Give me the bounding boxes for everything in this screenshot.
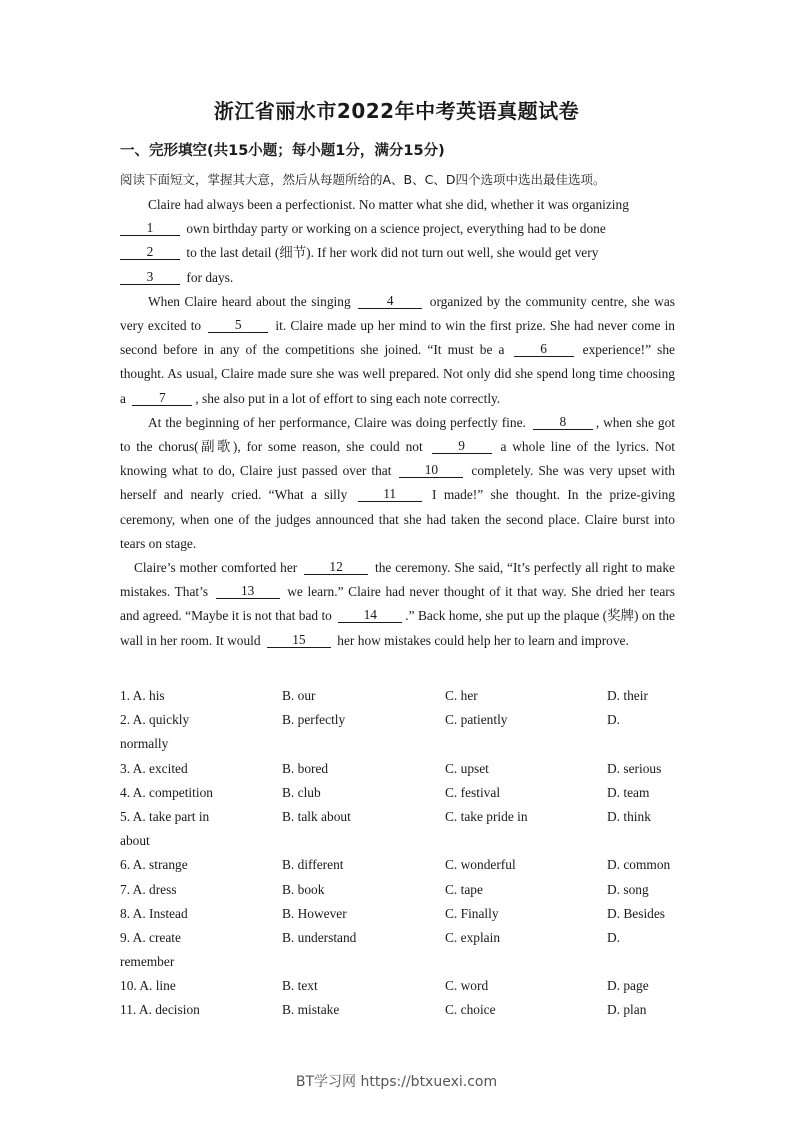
blank-10: 10 (399, 462, 463, 478)
passage-text: a whole line of the lyrics. Not knowing what to do, Claire just passed over that (120, 439, 675, 479)
option-c: C. word (445, 978, 489, 994)
blank-12: 12 (304, 559, 368, 575)
passage-text: her how mistakes could help her to learn and improve. (337, 632, 629, 648)
option-c: C. tape (445, 881, 483, 897)
option-b: B. text (282, 978, 318, 994)
passage-text: for days. (186, 269, 234, 285)
passage (120, 193, 675, 653)
option-d: D. Besides (607, 905, 666, 921)
passage-text: At the beginning of her performance, Claire was doing perfectly fine. (148, 414, 526, 430)
section-heading: 一、完形填空(共15小题；每小题1分，满分15分) (120, 143, 445, 159)
option-a: 2. A. quickly (120, 712, 190, 728)
paragraph-3 (120, 411, 675, 556)
option-a: 10. A. line (120, 978, 176, 994)
blank-5: 5 (208, 317, 268, 333)
option-b: B. perfectly (282, 712, 346, 728)
blank-6: 6 (514, 341, 574, 357)
option-d: D. serious (607, 760, 662, 776)
option-row (120, 684, 680, 708)
passage-text: to the last detail (细节). If her work did not turn out well, she would get very (186, 245, 599, 261)
option-row (120, 926, 680, 974)
passage-text: Claire had always been a perfectionist. No matter what she did, whether it was organizing (148, 197, 629, 212)
blank-1: 1 (120, 220, 180, 236)
blank-3: 3 (120, 269, 180, 285)
option-d: D. page (607, 978, 649, 994)
option-a: 3. A. excited (120, 760, 188, 776)
option-d-continued: remember (120, 954, 175, 970)
option-d: D. their (607, 688, 648, 703)
paragraph-4 (120, 556, 675, 653)
option-a: 11. A. decision (120, 1002, 200, 1018)
passage-text: Claire’s mother comforted her (134, 560, 298, 576)
passage-text: When Claire heard about the singing (148, 293, 351, 309)
option-b: B. However (282, 905, 347, 921)
option-b: B. bored (282, 760, 329, 776)
option-row (120, 902, 680, 926)
option-c: C. patiently (445, 712, 508, 728)
option-row (120, 781, 680, 805)
option-c: C. take pride in (445, 808, 528, 824)
option-a: 5. A. take part in (120, 808, 210, 824)
blank-2: 2 (120, 244, 180, 260)
option-d: D. team (607, 784, 650, 800)
footer-watermark: BT学习网 https://btxuexi.com (295, 1074, 498, 1090)
passage-text: we learn.” Claire had never thought of it that way. She dried her tears and agreed. “Maybe it is not that bad to (120, 584, 675, 624)
option-b: B. our (282, 688, 316, 703)
passage-text: own birthday party or working on a science project, everything had to be done (186, 221, 606, 237)
paragraph-2 (120, 290, 675, 411)
blank-8: 8 (533, 414, 593, 430)
passage-text: the ceremony. She said, “It’s perfectly all right to make mistakes. That’s (120, 560, 675, 600)
blank-13: 13 (216, 583, 280, 599)
option-c: C. Finally (445, 905, 499, 921)
passage-text: it. Claire made up her mind to win the first prize. She had never come in second before in any of the competitions she joined. “It must be a (120, 318, 675, 358)
option-row (120, 878, 680, 902)
option-b: B. club (282, 784, 321, 800)
option-a: 8. A. Instead (120, 905, 188, 921)
option-row (120, 853, 680, 877)
option-row (120, 998, 680, 1022)
option-row (120, 757, 680, 781)
option-b: B. talk about (282, 808, 351, 824)
option-d: D. (607, 929, 621, 945)
option-b: B. different (282, 857, 344, 873)
blank-7: 7 (132, 390, 192, 406)
option-a: 6. A. strange (120, 857, 188, 873)
option-row (120, 974, 680, 998)
blank-15: 15 (267, 632, 331, 648)
passage-text: .” Back home, she put up the plaque (奖牌) on the wall in her room. It would (120, 608, 675, 648)
blank-11: 11 (358, 486, 422, 502)
option-a: 4. A. competition (120, 784, 213, 800)
option-a-continued: about (120, 833, 150, 849)
passage-text: experience!” she thought. As usual, Claire made sure she was well prepared. Not only did she spend long time choosing a (120, 342, 675, 406)
option-c: C. choice (445, 1002, 496, 1018)
option-d: D. plan (607, 1002, 647, 1018)
option-d: D. song (607, 881, 649, 897)
option-row (120, 805, 680, 853)
passage-text: completely. She was very upset with herself and nearly cried. “What a silly (120, 463, 675, 503)
answer-options (120, 684, 680, 1023)
option-row (120, 708, 680, 756)
option-c: C. wonderful (445, 857, 516, 873)
option-c: C. festival (445, 784, 501, 800)
passage-text: , she also put in a lot of effort to sing each note correctly. (195, 390, 501, 406)
option-a: 9. A. create (120, 929, 181, 945)
option-d: D. common (607, 857, 671, 873)
option-a: 7. A. dress (120, 881, 177, 897)
option-b: B. book (282, 881, 325, 897)
option-c: C. upset (445, 760, 489, 776)
option-d-continued: normally (120, 736, 169, 752)
option-c: C. her (445, 688, 478, 703)
option-b: B. understand (282, 929, 357, 945)
page-title: 浙江省丽水市2022年中考英语真题试卷 (213, 99, 580, 123)
blank-14: 14 (338, 607, 402, 623)
blank-9: 9 (432, 438, 492, 454)
option-a: 1. A. his (120, 688, 165, 703)
passage-text: organized by the community centre, she was very excited to (120, 293, 675, 334)
passage-text: I made!” she thought. In the prize-giving ceremony, when one of the judges announced that she had taken the second place. Claire burst into tears on stage. (120, 487, 675, 551)
option-d: D. think (607, 808, 651, 824)
option-c: C. explain (445, 929, 501, 945)
paragraph-1 (120, 193, 675, 290)
instructions: 阅读下面短文，掌握其大意，然后从每题所给的A、B、C、D四个选项中选出最佳选项。 (120, 172, 606, 187)
option-b: B. mistake (282, 1002, 340, 1018)
passage-text: , when she got to the chorus(副歌), for some reason, she could not (120, 414, 675, 455)
option-d: D. (607, 712, 621, 728)
blank-4: 4 (358, 293, 422, 309)
